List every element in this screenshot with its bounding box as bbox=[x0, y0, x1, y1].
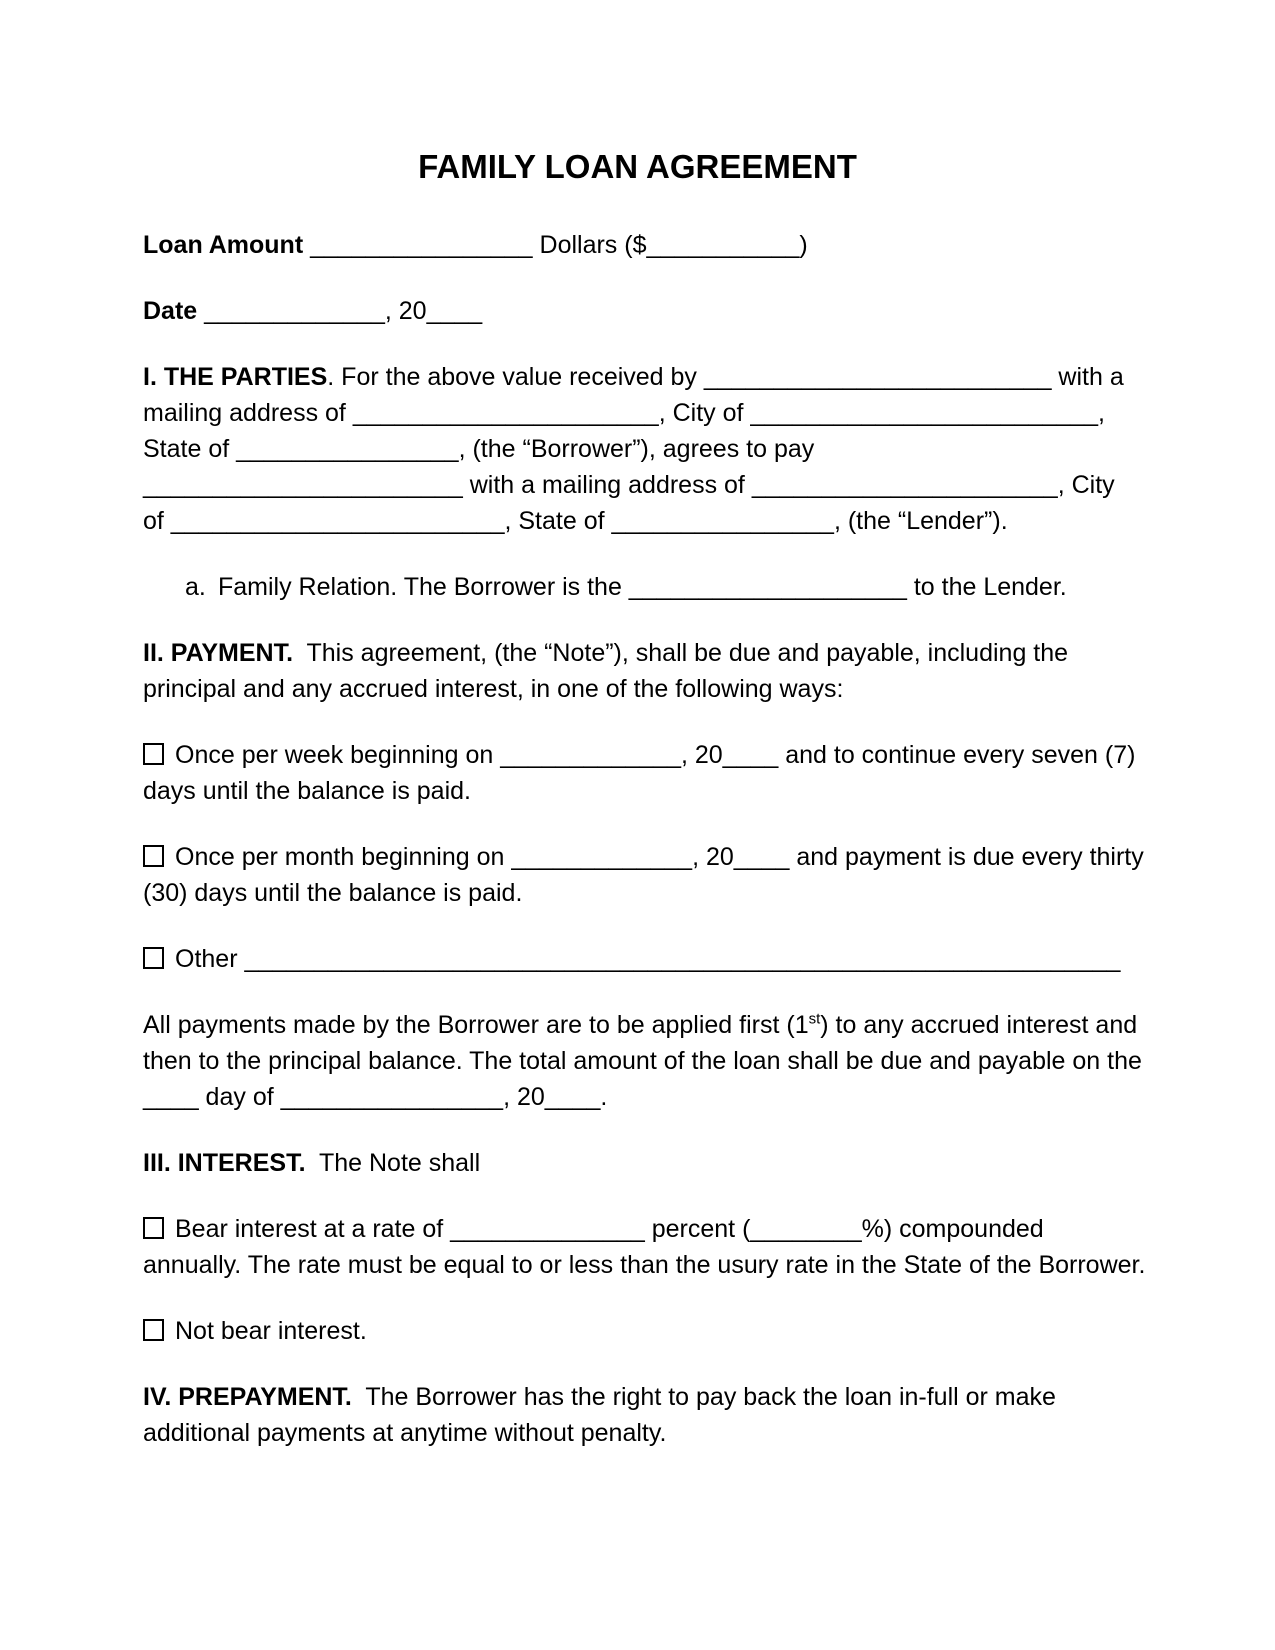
section-interest bbox=[143, 1145, 1132, 1181]
checkbox-once-per-week[interactable] bbox=[143, 743, 164, 765]
section-family-relation bbox=[143, 569, 1132, 605]
option-not-bear-interest bbox=[143, 1313, 1132, 1349]
option-not-bear-line bbox=[143, 1313, 1132, 1349]
option-month-line-2: (30) days until the balance is paid. bbox=[143, 879, 523, 907]
checkbox-once-per-month[interactable] bbox=[143, 845, 164, 867]
section-prepayment bbox=[143, 1379, 1132, 1451]
payment-line-2: principal and any accrued interest, in one of the following ways: bbox=[143, 675, 844, 703]
option-month-text: Once per month beginning on _____________, 20____ and payment is due every thirty bbox=[175, 843, 1144, 871]
date-blank: _____________, 20____ bbox=[197, 297, 483, 325]
family-relation-text: Family Relation. The Borrower is the ____________________ to the Lender. bbox=[218, 573, 1067, 601]
option-bear-line-1 bbox=[143, 1211, 1132, 1247]
option-week-text: Once per week beginning on _____________, 20____ and to continue every seven (7) bbox=[175, 741, 1136, 769]
applied-line-3: ____ day of ________________, 20____. bbox=[143, 1083, 608, 1111]
prepayment-line-1 bbox=[143, 1379, 1132, 1415]
parties-line-3: State of ________________, (the “Borrower”), agrees to pay bbox=[143, 435, 815, 463]
family-relation-line bbox=[185, 569, 1132, 605]
option-month-line-1 bbox=[143, 839, 1144, 875]
section-parties bbox=[143, 359, 1132, 539]
checkbox-bear-interest[interactable] bbox=[143, 1217, 164, 1239]
parties-line-1-text: . For the above value received by _________________________ with a bbox=[327, 363, 1124, 391]
parties-line-1 bbox=[143, 359, 1132, 395]
prepayment-line-2: additional payments at anytime without penalty. bbox=[143, 1419, 667, 1447]
date-line bbox=[143, 293, 1132, 329]
option-once-per-month bbox=[143, 839, 1144, 911]
payment-line-1 bbox=[143, 635, 1132, 671]
option-other-line bbox=[143, 941, 1132, 977]
section-payments-applied bbox=[143, 1007, 1142, 1115]
section-loan-amount bbox=[143, 227, 1132, 263]
option-week-line-2: days until the balance is paid. bbox=[143, 777, 471, 805]
applied-line-1-end: ) to any accrued interest and bbox=[820, 1011, 1138, 1039]
section-payment bbox=[143, 635, 1132, 707]
parties-heading: I. THE PARTIES bbox=[143, 363, 328, 391]
document-title: FAMILY LOAN AGREEMENT bbox=[418, 148, 857, 185]
prepayment-line-1-text: The Borrower has the right to pay back the loan in-full or make bbox=[351, 1383, 1056, 1411]
option-not-bear-text: Not bear interest. bbox=[175, 1317, 367, 1345]
date-label: Date bbox=[143, 297, 198, 325]
applied-line-1 bbox=[143, 1007, 1138, 1043]
interest-heading: III. INTEREST. bbox=[143, 1149, 306, 1177]
parties-line-5: of ________________________, State of ________________, (the “Lender”). bbox=[143, 507, 1008, 535]
list-marker-a: a. bbox=[185, 573, 206, 601]
option-week-line-1 bbox=[143, 737, 1136, 773]
option-bear-interest bbox=[143, 1211, 1146, 1283]
option-bear-line-2: annually. The rate must be equal to or less than the usury rate in the State of the Borrower. bbox=[143, 1251, 1146, 1279]
section-date bbox=[143, 293, 1132, 329]
loan-amount-blank: ________________ Dollars ($___________) bbox=[303, 231, 808, 259]
checkbox-not-bear-interest[interactable] bbox=[143, 1319, 164, 1341]
parties-line-4: _______________________ with a mailing address of ______________________, City bbox=[143, 471, 1115, 499]
loan-amount-line bbox=[143, 227, 1132, 263]
loan-amount-label: Loan Amount bbox=[143, 231, 304, 259]
ordinal-superscript: st bbox=[808, 1010, 821, 1028]
applied-line-1-start: All payments made by the Borrower are to be applied first (1 bbox=[143, 1011, 809, 1039]
option-other-text: Other _______________________________________________________________ bbox=[175, 945, 1121, 973]
parties-line-2: mailing address of ______________________, City of _________________________, bbox=[143, 399, 1105, 427]
checkbox-other[interactable] bbox=[143, 947, 164, 969]
option-other bbox=[143, 941, 1132, 977]
applied-line-2: then to the principal balance. The total amount of the loan shall be due and payable on the bbox=[143, 1047, 1142, 1075]
prepayment-heading: IV. PREPAYMENT. bbox=[143, 1383, 352, 1411]
interest-line bbox=[143, 1145, 1132, 1181]
option-once-per-week bbox=[143, 737, 1136, 809]
interest-text: The Note shall bbox=[305, 1149, 481, 1177]
payment-heading: II. PAYMENT. bbox=[143, 639, 294, 667]
option-bear-text: Bear interest at a rate of ______________ percent (________%) compounded bbox=[175, 1215, 1044, 1243]
payment-line-1-text: This agreement, (the “Note”), shall be due and payable, including the bbox=[293, 639, 1069, 667]
